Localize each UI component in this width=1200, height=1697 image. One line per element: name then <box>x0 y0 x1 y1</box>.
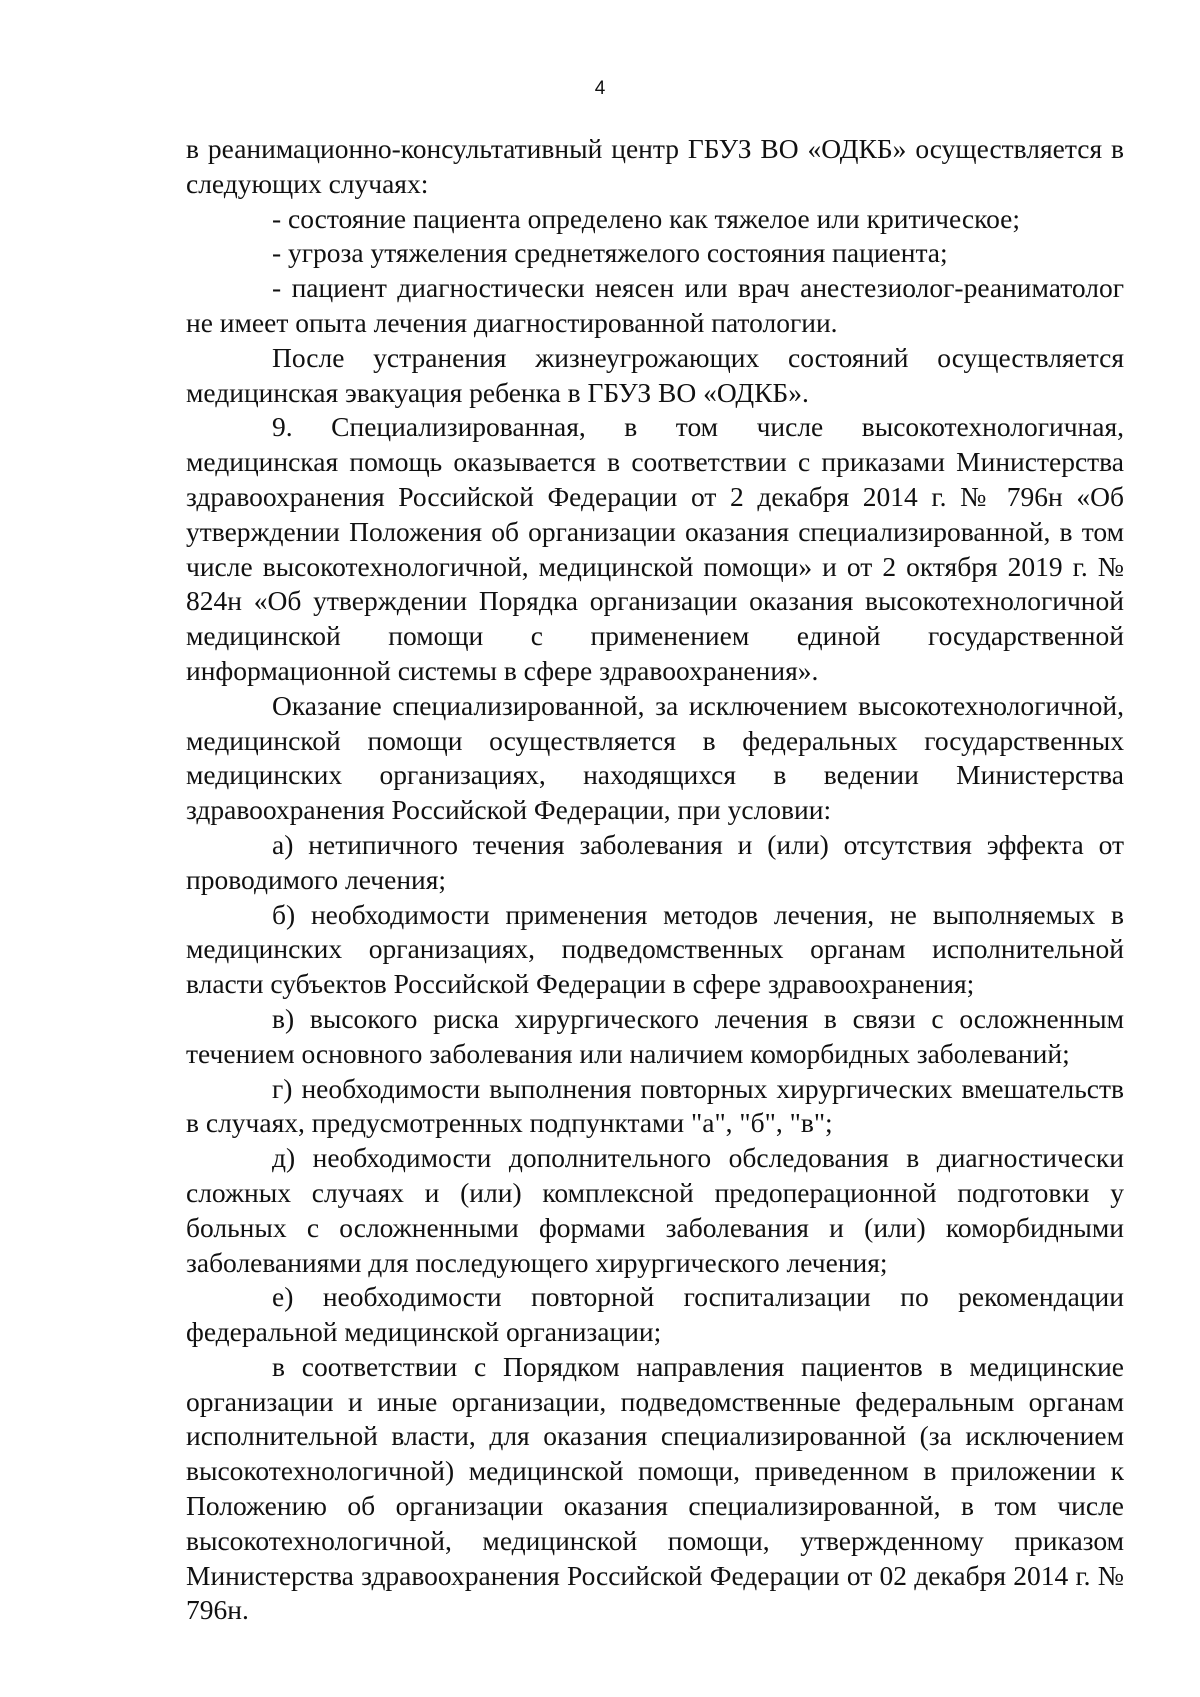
page-number: 4 <box>594 78 606 99</box>
paragraph: в реанимационно-консультативный центр ГБУЗ ВО «ОДКБ» осуществляется в следующих случаях: <box>186 133 1124 199</box>
list-item: в) высокого риска хирургического лечения в связи с осложненным течением основного заболевания или наличием коморбидных заболеваний; <box>186 1002 1124 1069</box>
list-item: б) необходимости применения методов лечения, не выполняемых в медицинских организациях, подведомственных органам исполнительной власти субъектов Российской Федерации в сфере здравоохранения; <box>186 898 1124 1000</box>
paragraph: 9. Специализированная, в том числе высокотехнологичная, медицинская помощь оказывается в соответствии с приказами Министерства здравоохранения Российской Федерации от 2 декабря 2014 г. № 796н «Об утверждении Положения об организации оказания специализированной, в том числе высокотехнологичной, медицинской помощи» и от 2 октября 2019 г. № 824н «Об утверждении Порядка организации оказания высокотехнологичной медицинской помощи с применением единой государственной информационной системы в сфере здравоохранения». <box>186 411 1124 686</box>
list-item: д) необходимости дополнительного обследования в диагностически сложных случаях и (или) комплексной предоперационной подготовки у больных с осложненными формами заболевания и (или) коморбидными заболеваниями для последующего хирургического лечения; <box>186 1142 1124 1278</box>
list-item: - состояние пациента определено как тяжелое или критическое; <box>272 202 1021 234</box>
list-item: - угроза утяжеления среднетяжелого состояния пациента; <box>272 237 948 269</box>
paragraph: После устранения жизнеугрожающих состояний осуществляется медицинская эвакуация ребенка в ГБУЗ ВО «ОДКБ». <box>186 341 1124 408</box>
paragraph: Оказание специализированной, за исключением высокотехнологичной, медицинской помощи осуществляется в федеральных государственных медицинских организациях, находящихся в ведении Министерства здравоохранения Российской Федерации, при условии: <box>186 689 1124 826</box>
list-item: - пациент диагностически неясен или врач анестезиолог-реаниматолог не имеет опыта лечения диагностированной патологии. <box>186 272 1124 338</box>
list-item: г) необходимости выполнения повторных хирургических вмешательств в случаях, предусмотренных подпунктами "а", "б", "в"; <box>186 1072 1124 1139</box>
list-item: а) нетипичного течения заболевания и (или) отсутствия эффекта от проводимого лечения; <box>186 828 1124 895</box>
document-body <box>186 132 1124 1628</box>
list-item: е) необходимости повторной госпитализации по рекомендации федеральной медицинской организации; <box>186 1281 1124 1348</box>
paragraph: в соответствии с Порядком направления пациентов в медицинские организации и иные организации, подведомственные федеральным органам исполнительной власти, для оказания специализированной (за исключением высокотехнологичной) медицинской помощи, приведенном в приложении к Положению об организации оказания специализированной, в том числе высокотехнологичной, медицинской помощи, утвержденному приказом Министерства здравоохранения Российской Федерации от 02 декабря 2014 г. № 796н. <box>186 1350 1124 1626</box>
